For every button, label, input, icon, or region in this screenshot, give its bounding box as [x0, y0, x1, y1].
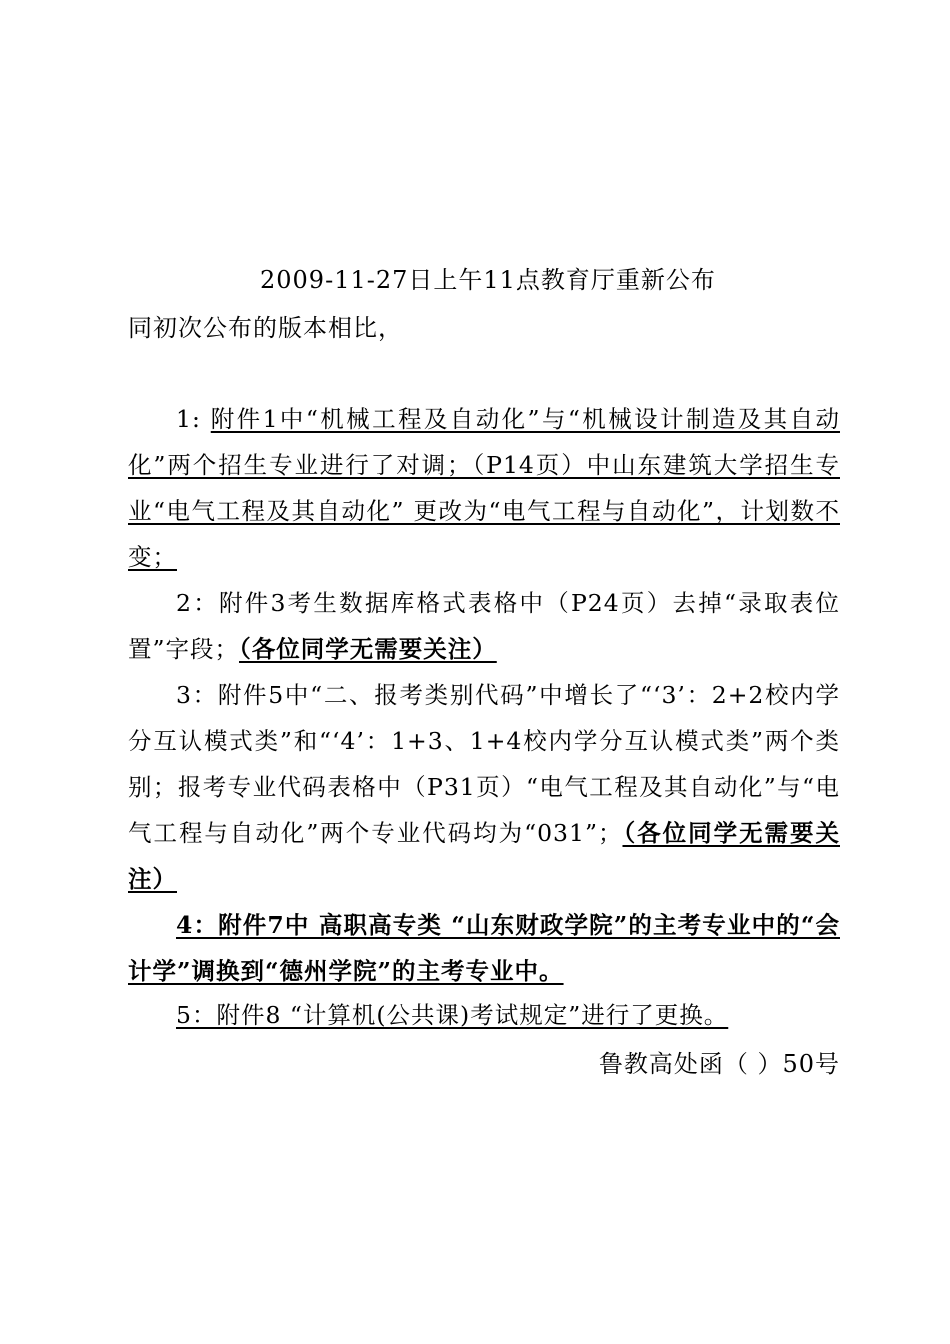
item-2-text: 2：附件3考生数据库格式表格中（P24页）去掉“录取表位置”字段； [128, 589, 840, 663]
intro-text: 同初次公布的版本相比， [128, 314, 403, 342]
document-title: 2009-11-27日上午11点教育厅重新公布 [260, 266, 716, 294]
item-1-text: 附件1中“机械工程及自动化”与“机械设计制造及其自动化”两个招生专业进行了对调；（P14页）中山东建筑大学招生专业“电气工程及其自动化” 更改为“电气工程与自动化”，计划数不变； [128, 405, 840, 571]
item-5: 5：附件8 “计算机(公共课)考试规定”进行了更换。 [176, 1001, 729, 1029]
item-3-text: 3：附件5中“二、报考类别代码”中增长了“‘3’：2+2校内学分互认模式类”和“‘4’：1+3、1+4校内学分互认模式类”两个类别；报考专业代码表格中（P31页）“电气工程及其自动化”与“电气工程与自动化”两个专业代码均为“031”； [128, 681, 840, 847]
item-3 [128, 672, 840, 902]
item-2 [128, 580, 840, 672]
item-1 [128, 396, 840, 580]
item-2-note: （各位同学无需要关注） [239, 635, 497, 663]
item-1-prefix: 1: [176, 405, 211, 433]
item-4: 4：附件7中 高职高专类 “山东财政学院”的主考专业中的“会计学”调换到“德州学院”的主考专业中。 [128, 911, 840, 985]
item-3-note: （各位同学无需要关注） [128, 819, 840, 893]
document-signature: 鲁教高处函（ ）50号 [598, 1050, 840, 1078]
